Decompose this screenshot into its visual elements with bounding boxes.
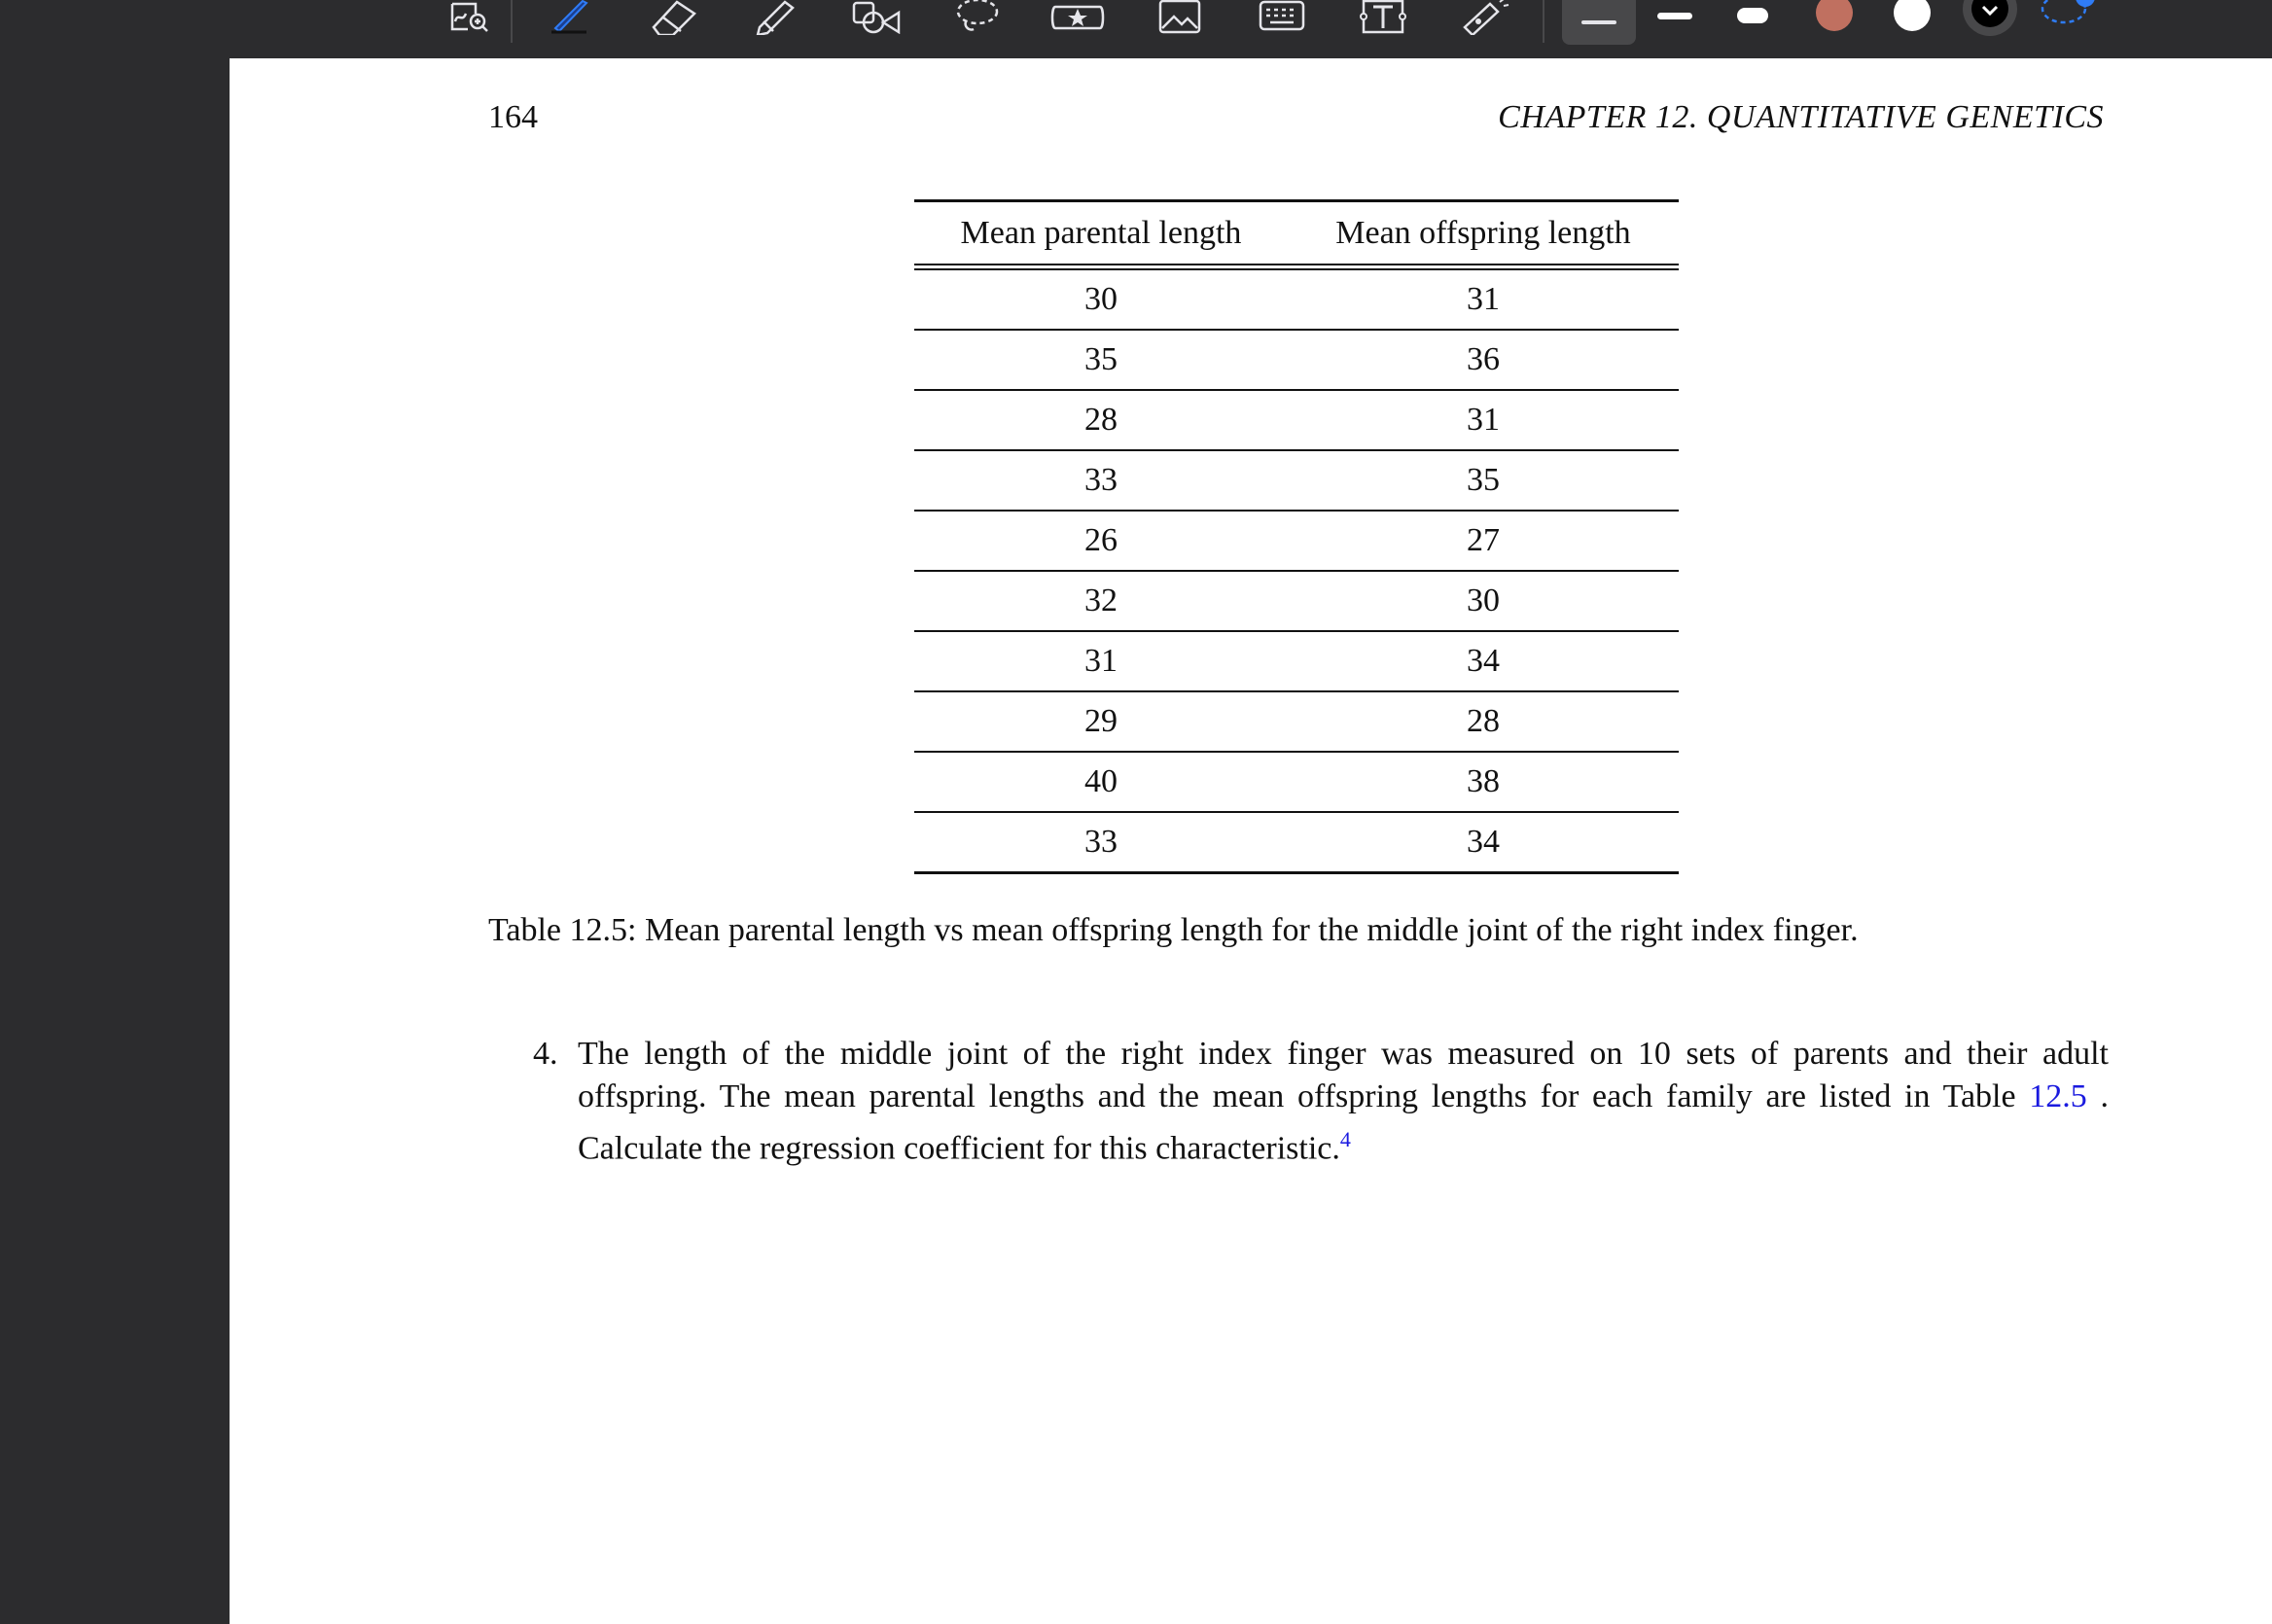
shapes-tool[interactable]	[846, 0, 905, 33]
toolbar-divider	[1543, 0, 1544, 43]
offspring-cell: 31	[1288, 390, 1679, 450]
column-header-parental: Mean parental length	[914, 201, 1288, 267]
table-header-row	[914, 201, 1679, 267]
stroke-thick-icon	[1733, 7, 1772, 26]
sticker-tool[interactable]	[1048, 0, 1107, 33]
table-row	[914, 267, 1679, 331]
parental-cell: 28	[914, 390, 1288, 450]
offspring-cell: 27	[1288, 511, 1679, 571]
table-row	[914, 511, 1679, 571]
lasso-zoom-tool[interactable]	[443, 0, 501, 33]
exercise-text-end: . Calculate the regression coefficient for this characteristic.	[578, 1078, 2110, 1167]
table-row	[914, 390, 1679, 450]
color-swatch-terracotta[interactable]	[1805, 0, 1864, 33]
table-row	[914, 450, 1679, 511]
shapes-icon	[848, 0, 903, 34]
toolbar-divider	[511, 0, 513, 43]
more-colors-icon	[1961, 0, 2019, 38]
footnote-link[interactable]: 4	[1339, 1127, 1351, 1151]
offspring-cell: 34	[1288, 631, 1679, 691]
table-row	[914, 812, 1679, 873]
table-row	[914, 571, 1679, 631]
table-row	[914, 752, 1679, 812]
highlighter-tool[interactable]	[743, 0, 801, 33]
text-box-tool[interactable]	[1354, 0, 1412, 33]
laser-pointer-icon	[1455, 0, 1513, 35]
sticker-icon	[1047, 0, 1108, 34]
text-box-icon	[1356, 0, 1410, 34]
table-row	[914, 691, 1679, 752]
exercise-number: 4.	[533, 1036, 558, 1072]
stroke-thick-option[interactable]	[1723, 0, 1782, 33]
stroke-medium-option[interactable]	[1646, 0, 1704, 33]
document-page	[230, 58, 2272, 1624]
eraser-icon	[642, 0, 700, 35]
table-row	[914, 631, 1679, 691]
parental-cell: 33	[914, 450, 1288, 511]
lasso-icon	[952, 0, 1003, 35]
annotation-toolbar	[0, 0, 2272, 59]
keyboard-tool[interactable]	[1253, 0, 1311, 33]
image-icon	[1154, 0, 1205, 34]
offspring-cell: 34	[1288, 812, 1679, 873]
pen-icon	[544, 0, 594, 34]
table-row	[914, 330, 1679, 390]
color-swatch-icon	[1891, 0, 1934, 34]
offspring-cell: 31	[1288, 267, 1679, 331]
parental-cell: 40	[914, 752, 1288, 812]
offspring-cell: 38	[1288, 752, 1679, 812]
image-tool[interactable]	[1151, 0, 1209, 33]
parental-cell: 33	[914, 812, 1288, 873]
parental-cell: 32	[914, 571, 1288, 631]
parental-cell: 26	[914, 511, 1288, 571]
color-swatch-icon	[1813, 0, 1856, 34]
stroke-thin-option[interactable]	[1562, 0, 1636, 45]
color-swatch-selected[interactable]	[1961, 0, 2019, 33]
eraser-tool[interactable]	[642, 0, 700, 33]
highlighter-icon	[744, 0, 800, 35]
column-header-offspring: Mean offspring length	[1288, 201, 1679, 267]
stroke-medium-icon	[1655, 11, 1694, 22]
lasso-zoom-icon	[446, 0, 497, 33]
pen-tool[interactable]	[540, 0, 598, 33]
table-reference-link[interactable]: 12.5	[2029, 1078, 2087, 1114]
exercise-text	[578, 1033, 2109, 1170]
running-head: CHAPTER 12. QUANTITATIVE GENETICS	[1498, 99, 2104, 135]
data-table	[914, 199, 1679, 874]
page-number: 164	[488, 99, 538, 135]
parental-cell: 29	[914, 691, 1288, 752]
table-caption: Table 12.5: Mean parental length vs mean offspring length for the middle joint of the right index finger.	[488, 912, 1859, 948]
offspring-cell: 36	[1288, 330, 1679, 390]
left-sidebar	[0, 58, 230, 1624]
lasso-select-blue[interactable]	[2037, 0, 2095, 33]
parental-cell: 31	[914, 631, 1288, 691]
color-swatch-white[interactable]	[1883, 0, 1941, 33]
lasso-icon	[2037, 0, 2095, 34]
parental-cell: 30	[914, 267, 1288, 331]
offspring-cell: 28	[1288, 691, 1679, 752]
exercise-text-start: The length of the middle joint of the right index finger was measured on 10 sets of parents and their adult offspring. The mean parental lengths and the mean offspring lengths for each family are listed in Table	[578, 1036, 2109, 1114]
stroke-thin-icon	[1580, 18, 1618, 27]
keyboard-icon	[1255, 0, 1309, 33]
lasso-tool[interactable]	[948, 0, 1007, 33]
parental-cell: 35	[914, 330, 1288, 390]
exercise-item	[533, 1033, 2109, 1170]
laser-pointer-tool[interactable]	[1455, 0, 1513, 33]
offspring-cell: 35	[1288, 450, 1679, 511]
offspring-cell: 30	[1288, 571, 1679, 631]
